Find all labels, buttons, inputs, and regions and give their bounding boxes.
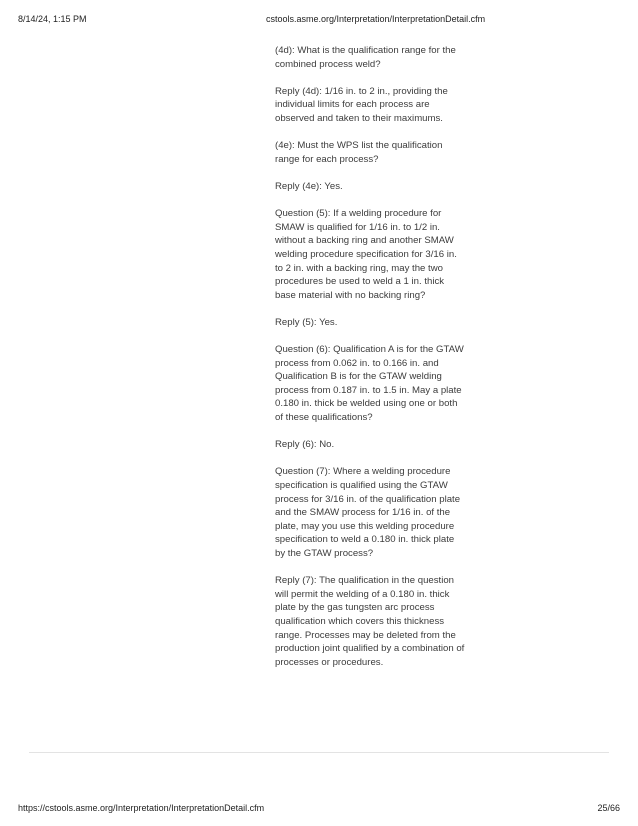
print-header-url: cstools.asme.org/Interpretation/InterpretationDetail.cfm bbox=[266, 14, 486, 24]
reply-4e: Reply (4e): Yes. bbox=[275, 180, 343, 192]
question-5: Question (5): If a welding procedure for SMAW is qualified for 1/16 in. to 1/2 in. without a backing ring and another SMAW welding procedure specification for 3/16 in. to 2 in. with a backing ring, may the two procedures be used to weld a 1 in. thick base material with no backing ring? bbox=[275, 208, 457, 301]
content-divider bbox=[29, 752, 609, 753]
print-footer bbox=[0, 803, 638, 817]
question-6: Question (6): Qualification A is for the GTAW process from 0.062 in. to 0.166 in. and Qualification B is for the GTAW welding process from 0.187 in. to 1.5 in. May a plate 0.180 in. thick be welded using one or both of these qualifications? bbox=[275, 344, 464, 424]
print-header bbox=[0, 14, 638, 28]
question-4e: (4e): Must the WPS list the qualification range for each process? bbox=[275, 140, 443, 165]
reply-6: Reply (6): No. bbox=[275, 439, 335, 451]
reply-5: Reply (5): Yes. bbox=[275, 316, 338, 328]
print-footer-url: https://cstools.asme.org/Interpretation/InterpretationDetail.cfm bbox=[18, 803, 265, 813]
print-datetime: 8/14/24, 1:15 PM bbox=[18, 14, 87, 24]
question-7: Question (7): Where a welding procedure specification is qualified using the GTAW process for 3/16 in. of the qualification plate and the SMAW process for 1/16 in. of the plate, may you use this welding procedure specification to weld a 0.180 in. thick plate by the GTAW process? bbox=[275, 466, 461, 559]
page-number: 25/66 bbox=[597, 803, 620, 813]
question-4d: (4d): What is the qualification range for the combined process weld? bbox=[275, 45, 456, 70]
reply-7: Reply (7): The qualification in the question will permit the welding of a 0.180 in. thick plate by the gas tungsten arc process qualification which covers this thickness range. Processes may be deleted from the production joint qualified by a combination of processes or procedures. bbox=[275, 575, 465, 668]
reply-4d: Reply (4d): 1/16 in. to 2 in., providing the individual limits for each process are observed and taken to their maximums. bbox=[275, 85, 448, 124]
interpretation-content bbox=[275, 44, 465, 683]
